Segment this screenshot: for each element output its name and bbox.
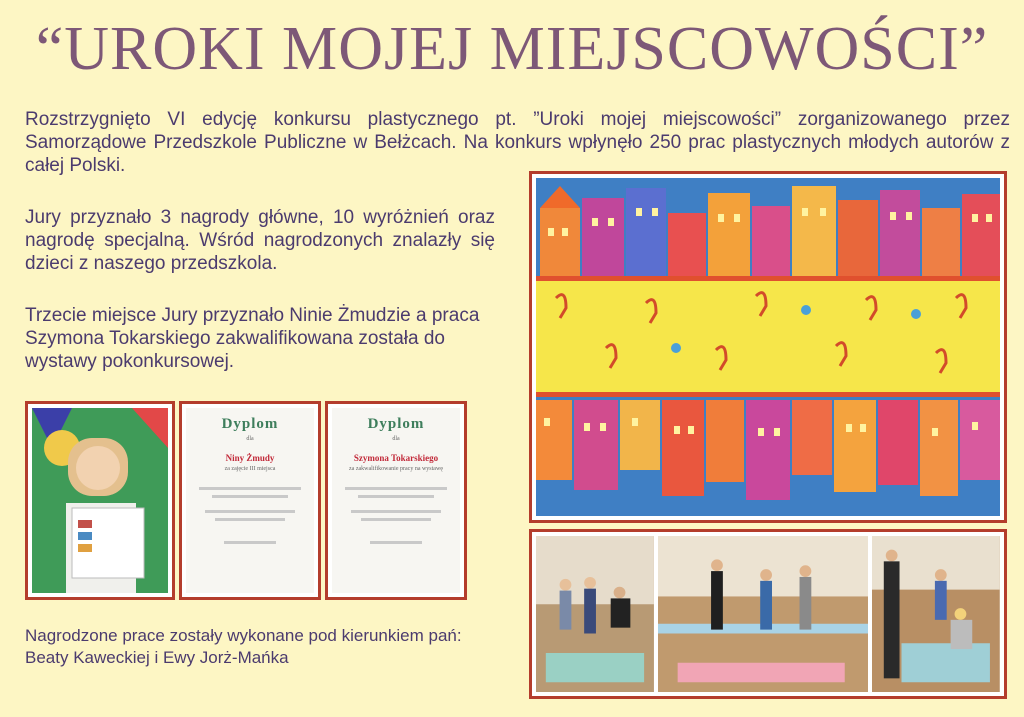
diploma-2-reason: za zakwalifikowanie pracy na wystawę xyxy=(349,466,443,472)
diploma-2-name: Szymona Tokarskiego xyxy=(353,453,439,463)
diploma-1-heading: Dyplom xyxy=(221,416,279,432)
diploma-2-text-line xyxy=(345,487,447,490)
diploma-1-name: Niny Żmudy xyxy=(225,453,275,463)
jury-paragraph: Jury przyznało 3 nagrody główne, 10 wyróżnień oraz nagrodę specjalną. Wśród nagrodzonych znalazły się dzieci z naszego przedszkola. xyxy=(25,207,495,274)
event-photo xyxy=(536,536,654,692)
diploma-2-heading: Dyplom xyxy=(367,416,425,432)
diploma-1-text-line xyxy=(215,518,285,521)
diploma-card-2 xyxy=(325,401,467,600)
diploma-card-1 xyxy=(179,401,321,600)
winner-photo xyxy=(25,401,175,600)
footer-paragraph: Nagrodzone prace zostały wykonane pod kierunkiem pań: Beaty Kaweckiej i Ewy Jorż-Mańka xyxy=(25,626,462,667)
painting-image xyxy=(529,171,1007,523)
event-photo xyxy=(658,536,868,692)
diploma-1-text-line xyxy=(199,487,301,490)
diploma-1-signature-line xyxy=(224,541,275,544)
diploma-2-text-line xyxy=(361,518,431,521)
diploma-2-text-line xyxy=(358,495,435,498)
diploma-2-text-line xyxy=(351,510,441,513)
diploma-2-for: dla xyxy=(392,436,400,442)
winner-photo-image xyxy=(32,408,168,593)
diploma-2-signature-line xyxy=(370,541,421,544)
diploma-1-text-line xyxy=(205,510,295,513)
page-title: “UROKI MOJEJ MIEJSCOWOŚCI” xyxy=(35,15,989,83)
event-photo xyxy=(872,536,1000,692)
diploma-1-reason: za zajęcie III miejsca xyxy=(224,466,276,472)
intro-paragraph: Rozstrzygnięto VI edycję konkursu plastycznego pt. ”Uroki mojej miejscowości” zorganizowanego przez Samorządowe Przedszkole Publiczne w Bełżcach. Na konkurs wpłynęło 250 prac plastycznych młodych autorów z całej Polski. xyxy=(25,109,1010,176)
result-paragraph: Trzecie miejsce Jury przyznało Ninie Żmudzie a praca Szymona Tokarskiego zakwalifikowana została do wystawy pokonkursowej. xyxy=(25,305,480,372)
diploma-1-for: dla xyxy=(246,436,254,442)
diploma-2 xyxy=(332,408,460,593)
diploma-1-text-line xyxy=(212,495,289,498)
diploma-1 xyxy=(186,408,314,593)
painting-artwork xyxy=(536,178,1000,516)
event-photos xyxy=(529,529,1007,699)
